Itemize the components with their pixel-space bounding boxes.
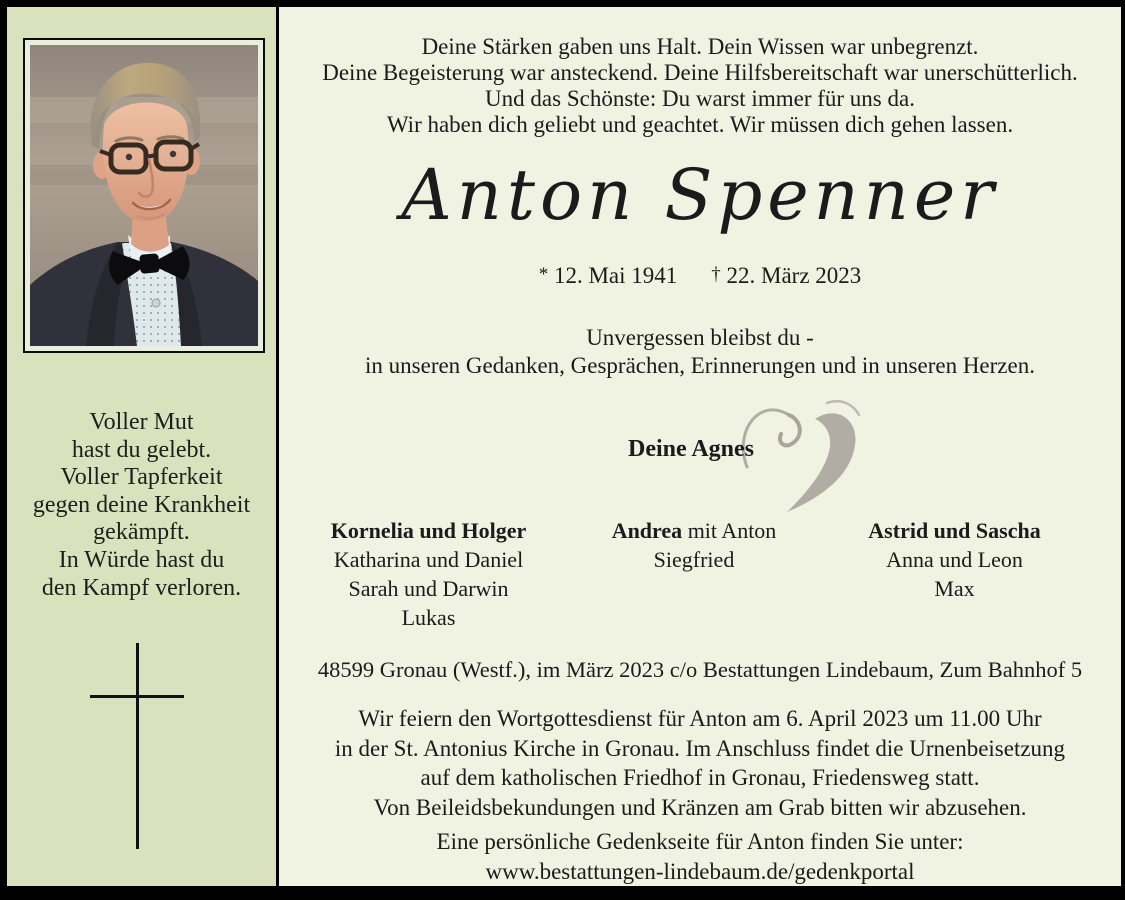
intro-line: Deine Stärken gaben uns Halt. Dein Wissen war unbegrenzt. — [421, 34, 979, 59]
family-column-1 — [301, 516, 556, 632]
intro-text — [279, 34, 1121, 138]
poem-line: Voller Tapferkeit — [60, 464, 223, 491]
remembrance-text — [279, 324, 1121, 379]
death-date: † 22. März 2023 — [711, 263, 862, 288]
death-dagger-symbol: † — [711, 264, 721, 285]
family-member: Max — [934, 576, 975, 601]
service-line: Wir feiern den Wortgottesdienst für Anton am 6. April 2023 um 11.00 Uhr — [358, 706, 1042, 731]
sidebar — [7, 7, 276, 886]
intro-line: Wir haben dich geliebt und geachtet. Wir müssen dich gehen lassen. — [386, 112, 1014, 137]
poem-line: gegen deine Krankheit — [32, 491, 251, 518]
memorial-url: www.bestattungen-lindebaum.de/gedenkportal — [485, 858, 915, 884]
family-head: Andrea mit Anton — [611, 518, 777, 543]
birth-date: * 12. Mai 1941 — [538, 263, 678, 288]
family-column-3 — [827, 516, 1082, 603]
remembrance-line: in unseren Gedanken, Gesprächen, Erinnerungen und in unseren Herzen. — [365, 352, 1035, 378]
service-details — [279, 704, 1121, 822]
intro-line: Deine Begeisterung war ansteckend. Deine Hilfsbereitschaft war unerschütterlich. — [322, 60, 1078, 85]
service-line: Von Beileidsbekundungen und Kränzen am Grab bitten wir abzusehen. — [373, 794, 1027, 820]
poem-line: gekämpft. — [93, 519, 190, 546]
portrait-photo — [23, 38, 265, 353]
service-line: in der St. Antonius Kirche in Gronau. Im Anschluss findet die Urnenbeisetzung — [334, 735, 1066, 761]
intro-line: Und das Schönste: Du warst immer für uns da. — [485, 86, 915, 111]
family-member: Anna und Leon — [886, 547, 1023, 572]
poem-line: hast du gelebt. — [71, 436, 212, 463]
poem-line: In Würde hast du — [58, 546, 225, 573]
signature-deine-agnes: Deine Agnes — [628, 436, 754, 462]
birth-star-symbol: * — [538, 264, 549, 285]
family-head: Kornelia und Holger — [330, 518, 527, 543]
family-member: Katharina und Daniel — [333, 547, 524, 572]
service-line: auf dem katholischen Friedhof in Gronau, Friedensweg statt. — [420, 765, 980, 790]
announcement-panel — [279, 7, 1121, 886]
family-head: Astrid und Sascha — [868, 518, 1041, 543]
family-member: Lukas — [401, 605, 456, 630]
family-column-2 — [584, 516, 804, 574]
portrait-illustration — [30, 45, 258, 346]
cross-icon — [90, 695, 184, 698]
cross-icon — [136, 643, 139, 849]
address-line: 48599 Gronau (Westf.), im März 2023 c/o Bestattungen Lindebaum, Zum Bahnhof 5 — [317, 657, 1083, 682]
deceased-name: Anton Spenner — [401, 154, 999, 236]
poem-line: Voller Mut — [89, 409, 194, 435]
sidebar-poem — [7, 409, 276, 602]
memorial-page-info — [279, 827, 1121, 886]
poem-line: den Kampf verloren. — [41, 574, 242, 601]
memorial-text: Eine persönliche Gedenkseite für Anton finden Sie unter: — [436, 829, 964, 854]
family-member: Siegfried — [653, 547, 735, 572]
family-member: Sarah und Darwin — [348, 576, 509, 601]
life-dates — [279, 263, 1121, 289]
remembrance-line: Unvergessen bleibst du - — [586, 325, 814, 350]
